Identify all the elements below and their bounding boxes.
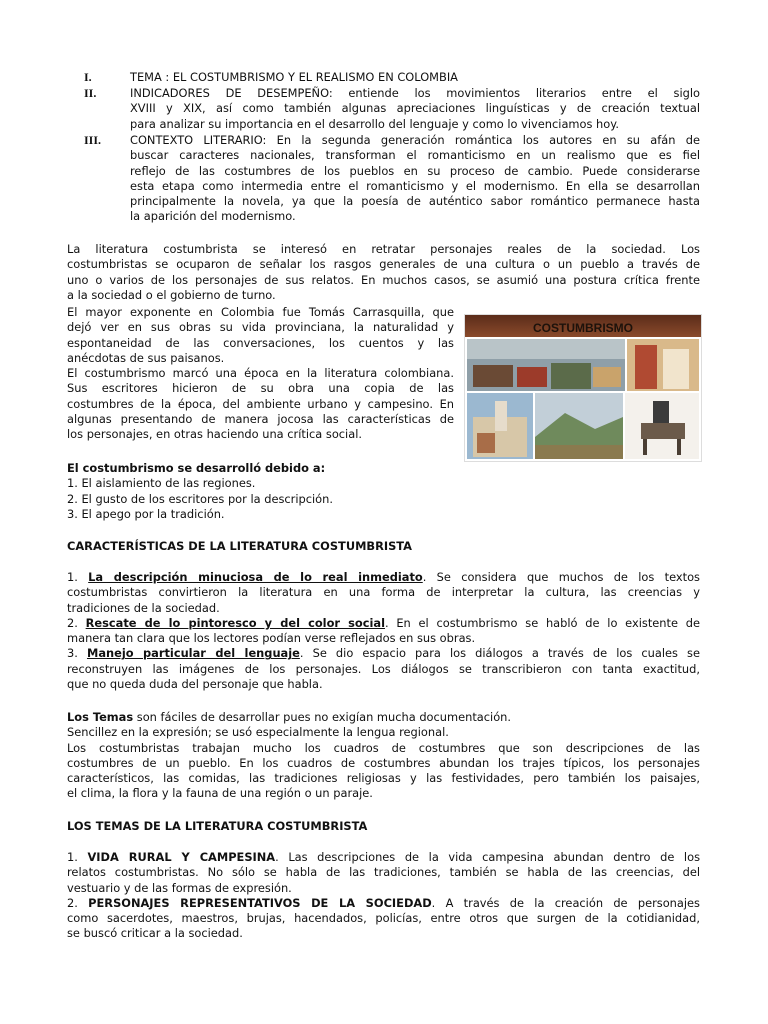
literary-context [130,133,700,225]
text-line: reconstruyen las imágenes de los personajes. Los diálogos se transcribieron con tanta exactitud, [67,661,700,676]
item-title: PERSONAJES REPRESENTATIVOS DE LA SOCIEDAD [88,895,432,910]
characteristics-heading [67,539,700,554]
text-line: principalmente la novela, ya que la poesía de auténtico sabor romántico permanece hasta [130,194,700,209]
list-item [67,570,700,585]
text-run: . A través de la creación de personajes [431,895,700,910]
characteristics-list [67,570,700,692]
reasons-section [67,461,700,522]
collage-title-bar [465,315,701,337]
item-title: Rescate de lo pintoresco y del color social [85,615,385,630]
themes-list [67,850,700,942]
text-line: Sencillez en la expresión; se usó especialmente la lengua regional. [67,725,449,740]
text-line: Sus escritores hicieron de su obra una copia de las [67,381,454,396]
item-title: La descripción minuciosa de lo real inmediato [88,570,423,584]
text-line: El costumbrismo marcó una época en la literatura colombiana. [67,366,454,381]
text-line: vestuario y de las formas de expresión. [67,880,292,895]
item-number: 2. [67,895,78,910]
list-item: 3. El apego por la tradición. [67,506,225,521]
text-line [67,710,700,725]
list-item: 1. El aislamiento de las regiones. [67,476,256,491]
section-heading: LOS TEMAS DE LA LITERATURA COSTUMBRISTA [67,819,368,833]
text-line: a la sociedad o el gobierno de turno. [67,287,276,302]
item-title: VIDA RURAL Y CAMPESINA [87,850,276,864]
text-line: tradiciones de la sociedad. [67,600,220,615]
text-line: los personajes, en otras haciendo una crítica social. [67,427,362,442]
text-line: costumbristas convirtieron la literatura en una forma de interpretar la cultura, las creencias y [67,585,700,600]
text-line: TEMA : EL COSTUMBRISMO Y EL REALISMO EN COLOMBIA [130,70,458,84]
item-title: Manejo particular del lenguaje [86,646,300,661]
themes-heading [67,819,700,834]
text-line: se buscó criticar a la sociedad. [67,926,243,941]
collage-paintings [465,337,701,461]
list-item: 2. El gusto de los escritores por la descripción. [67,491,333,506]
text-line: algunas presentando de manera jocosa las características de [67,412,454,427]
text-line: uno o varios de los personajes de sus relatos. En muchos casos, se asumió una postura crítica frente [67,272,700,287]
text-line: El mayor exponente en Colombia fue Tomás Carrasquilla, que [67,305,454,319]
text-line: manera tan clara que los lectores podían verse reflejados en sus obras. [67,631,476,646]
text-line: característicos, las comidas, las tradiciones religiosas y las festividades, pero también los paisajes, [67,771,700,786]
intro-paragraph [67,242,700,303]
item-number: 2. [67,615,78,630]
text-line: Los costumbristas trabajan mucho los cuadros de costumbres que son descripciones de las [67,740,700,755]
text-run: . En el costumbrismo se habló de lo existente de [384,615,700,630]
item-number: 3. [67,646,78,661]
text-line: como sacerdotes, maestros, brujas, hacendados, policías, entre otros que surgen de la cotidianidad, [67,911,700,926]
list-item [67,646,700,661]
reasons-heading: El costumbrismo se desarrolló debido a: [67,461,326,475]
list-item [67,896,700,911]
item-number: I. [84,70,92,84]
text-run: . Se considera que muchos de los textos [422,570,700,584]
text-line: dejó ver en sus obras su vida provinciana, la naturalidad y [67,320,454,335]
text-line: anécdotas de sus paisanos. [67,350,225,365]
text-line: reflejo de las costumbres de los pueblos en su proceso de cambio. Puede considerarse [130,163,700,178]
text-line: que no queda duda del personaje que habla. [67,677,323,692]
text-line: para analizar su importancia en el desarrollo del lenguaje y como lo vivenciamos hoy. [130,116,619,131]
collage-title: COSTUMBRISMO [533,321,633,335]
themes-paragraph [67,710,700,802]
text-run: . Se dio espacio para los diálogos a través de los cuales se [299,646,700,661]
text-line: el clima, la flora y la fauna de una región o un paraje. [67,786,373,801]
text-line: CONTEXTO LITERARIO: En la segunda generación romántica los autores en su afán de [130,133,700,147]
text-line: buscar caracteres nacionales, transforman el romanticismo en un realismo que es fiel [130,148,700,163]
text-line: XVIII y XIX, así como también algunas apreciaciones linguísticas y de creación textual [130,101,700,116]
costumbrismo-collage-image [464,314,702,462]
text-line: espontaneidad de las conversaciones, los cuentos y las [67,335,454,350]
text-line: relatos costumbristas. No sólo se habla de las tradiciones, también se habla de las creencias, del [67,865,700,880]
text-line: INDICADORES DE DESEMPEÑO: entiende los movimientos literarios entre el siglo [130,86,700,100]
list-item [67,616,700,631]
item-number: 1. [67,570,78,584]
text-run: . Las descripciones de la vida campesina abundan dentro de los [275,850,701,864]
text-line: esta etapa como intermedia entre el romanticismo y el modernismo. En ella se desarrollan [130,178,700,193]
text-line: La literatura costumbrista se interesó en retratar personajes reales de la sociedad. Los [67,242,700,256]
text-line: la aparición del modernismo. [130,209,296,224]
text-line: costumbristas se ocuparon de señalar los rasgos generales de una cultura o un pueblo a través de [67,257,700,272]
exponent-paragraph [67,305,454,443]
list-item [67,850,700,865]
section-heading: CARACTERÍSTICAS DE LA LITERATURA COSTUMBRISTA [67,539,412,553]
text-run: son fáciles de desarrollar pues no exigían mucha documentación. [133,710,512,724]
item-number: III. [84,133,102,147]
themes-label: Los Temas [67,710,134,724]
performance-indicators [130,86,700,132]
item-number: 1. [67,850,78,864]
text-line: costumbres de un pueblo. En los cuadros de costumbres abundan los trajes típicos, los personajes [67,755,700,770]
text-line: costumbres de la época, del ambiente urbano y campesino. En [67,396,454,411]
item-number: II. [84,86,97,100]
topic-line [130,70,700,85]
